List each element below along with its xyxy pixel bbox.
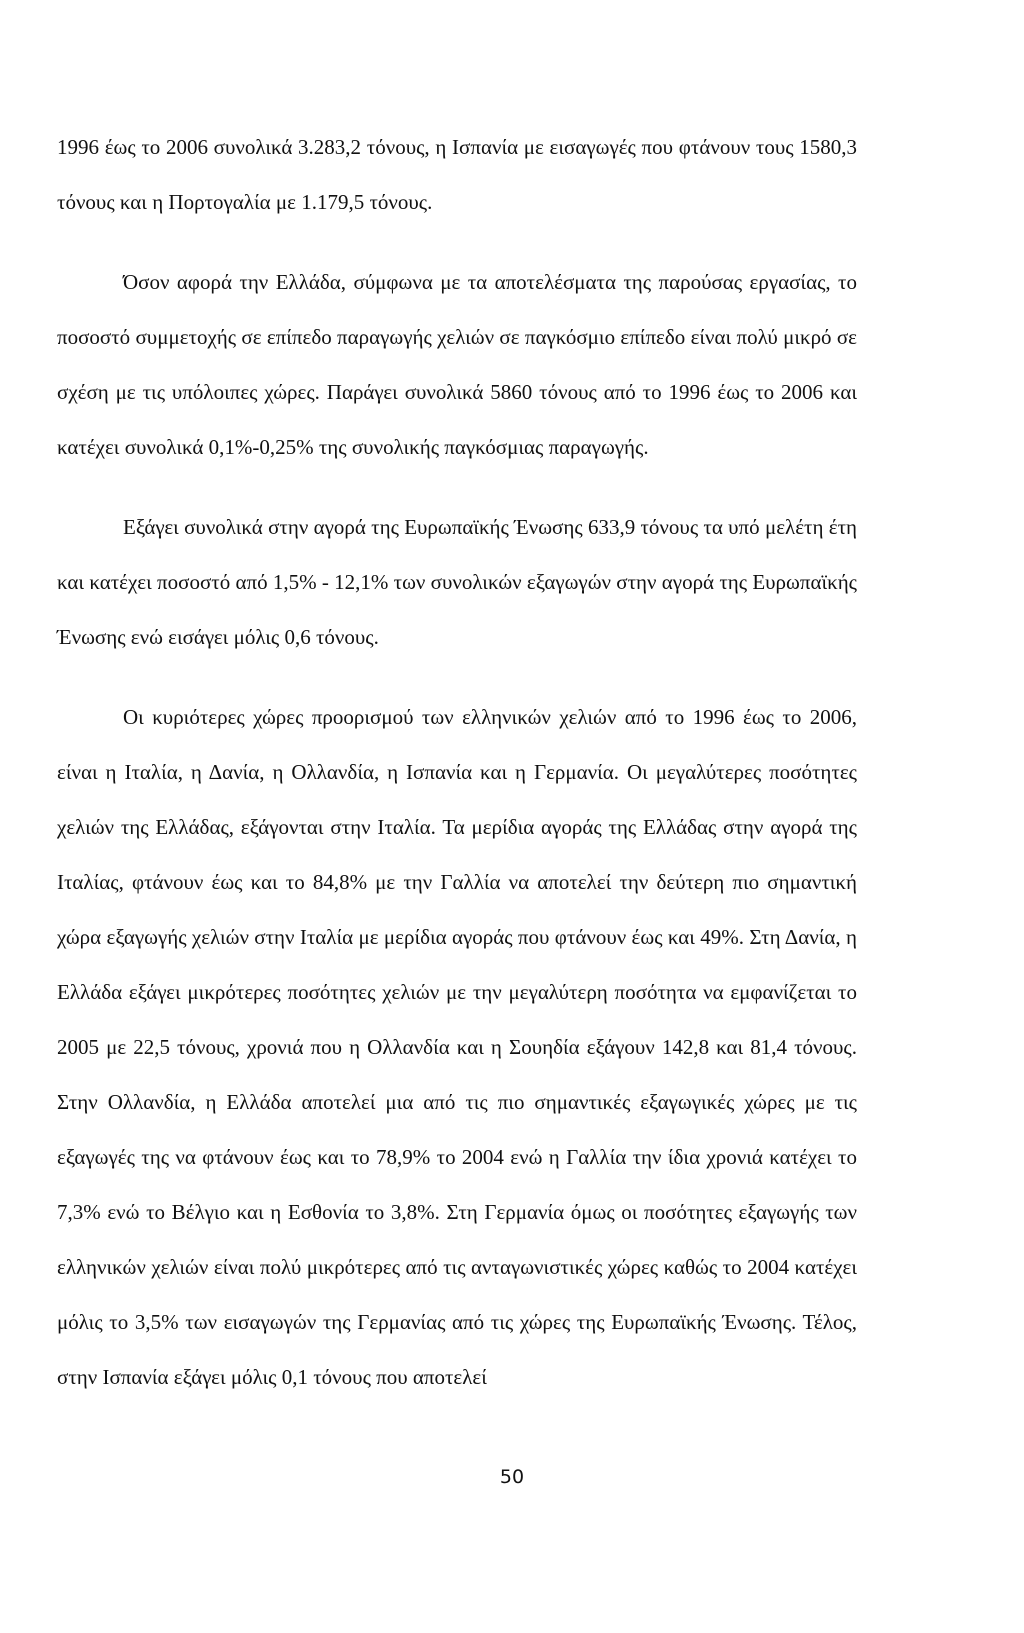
paragraph-eu-exports: Εξάγει συνολικά στην αγορά της Ευρωπαϊκής Ένωσης 633,9 τόνους τα υπό μελέτη έτη και κατέχει ποσοστό από 1,5% - 12,1% των συνολικών εξαγωγών στην αγορά της Ευρωπαϊκής Ένωσης ενώ εισάγει μόλις 0,6 τόνους.	[57, 515, 857, 649]
body-text	[57, 120, 857, 1430]
paragraph-greece-production: Όσον αφορά την Ελλάδα, σύμφωνα με τα αποτελέσματα της παρούσας εργασίας, το ποσοστό συμμετοχής σε επίπεδο παραγωγής χελιών σε παγκόσμιο επίπεδο είναι πολύ μικρό σε σχέση με τις υπόλοιπες χώρες. Παράγει συνολικά 5860 τόνους από το 1996 έως το 2006 και κατέχει συνολικά 0,1%-0,25% της συνολικής παγκόσμιας παραγωγής.	[57, 270, 857, 459]
paragraph-continuation: 1996 έως το 2006 συνολικά 3.283,2 τόνους, η Ισπανία με εισαγωγές που φτάνουν τους 1580,3 τόνους και η Πορτογαλία με 1.179,5 τόνους.	[57, 135, 857, 214]
page-number: 50	[499, 1466, 525, 1488]
paragraph-destination-countries: Οι κυριότερες χώρες προορισμού των ελληνικών χελιών από το 1996 έως το 2006, είναι η Ιταλία, η Δανία, η Ολλανδία, η Ισπανία και η Γερμανία. Οι μεγαλύτερες ποσότητες χελιών της Ελλάδας, εξάγονται στην Ιταλία. Τα μερίδια αγοράς της Ελλάδας στην αγορά της Ιταλίας, φτάνουν έως και το 84,8% με την Γαλλία να αποτελεί την δεύτερη πιο σημαντική χώρα εξαγωγής χελιών στην Ιταλία με μερίδια αγοράς που φτάνουν έως και 49%. Στη Δανία, η Ελλάδα εξάγει μικρότερες ποσότητες χελιών με την μεγαλύτερη ποσότητα να εμφανίζεται το 2005 με 22,5 τόνους, χρονιά που η Ολλανδία και η Σουηδία εξάγουν 142,8 και 81,4 τόνους. Στην Ολλανδία, η Ελλάδα αποτελεί μια από τις πιο σημαντικές εξαγωγικές χώρες με τις εξαγωγές της να φτάνουν έως και το 78,9% το 2004 ενώ η Γαλλία την ίδια χρονιά κατέχει το 7,3% ενώ το Βέλγιο και η Εσθονία το 3,8%. Στη Γερμανία όμως οι ποσότητες εξαγωγής των ελληνικών χελιών είναι πολύ μικρότερες από τις ανταγωνιστικές χώρες καθώς το 2004 κατέχει μόλις το 3,5% των εισαγωγών της Γερμανίας από τις χώρες της Ευρωπαϊκής Ένωσης. Τέλος, στην Ισπανία εξάγει μόλις 0,1 τόνους που αποτελεί	[57, 705, 857, 1389]
